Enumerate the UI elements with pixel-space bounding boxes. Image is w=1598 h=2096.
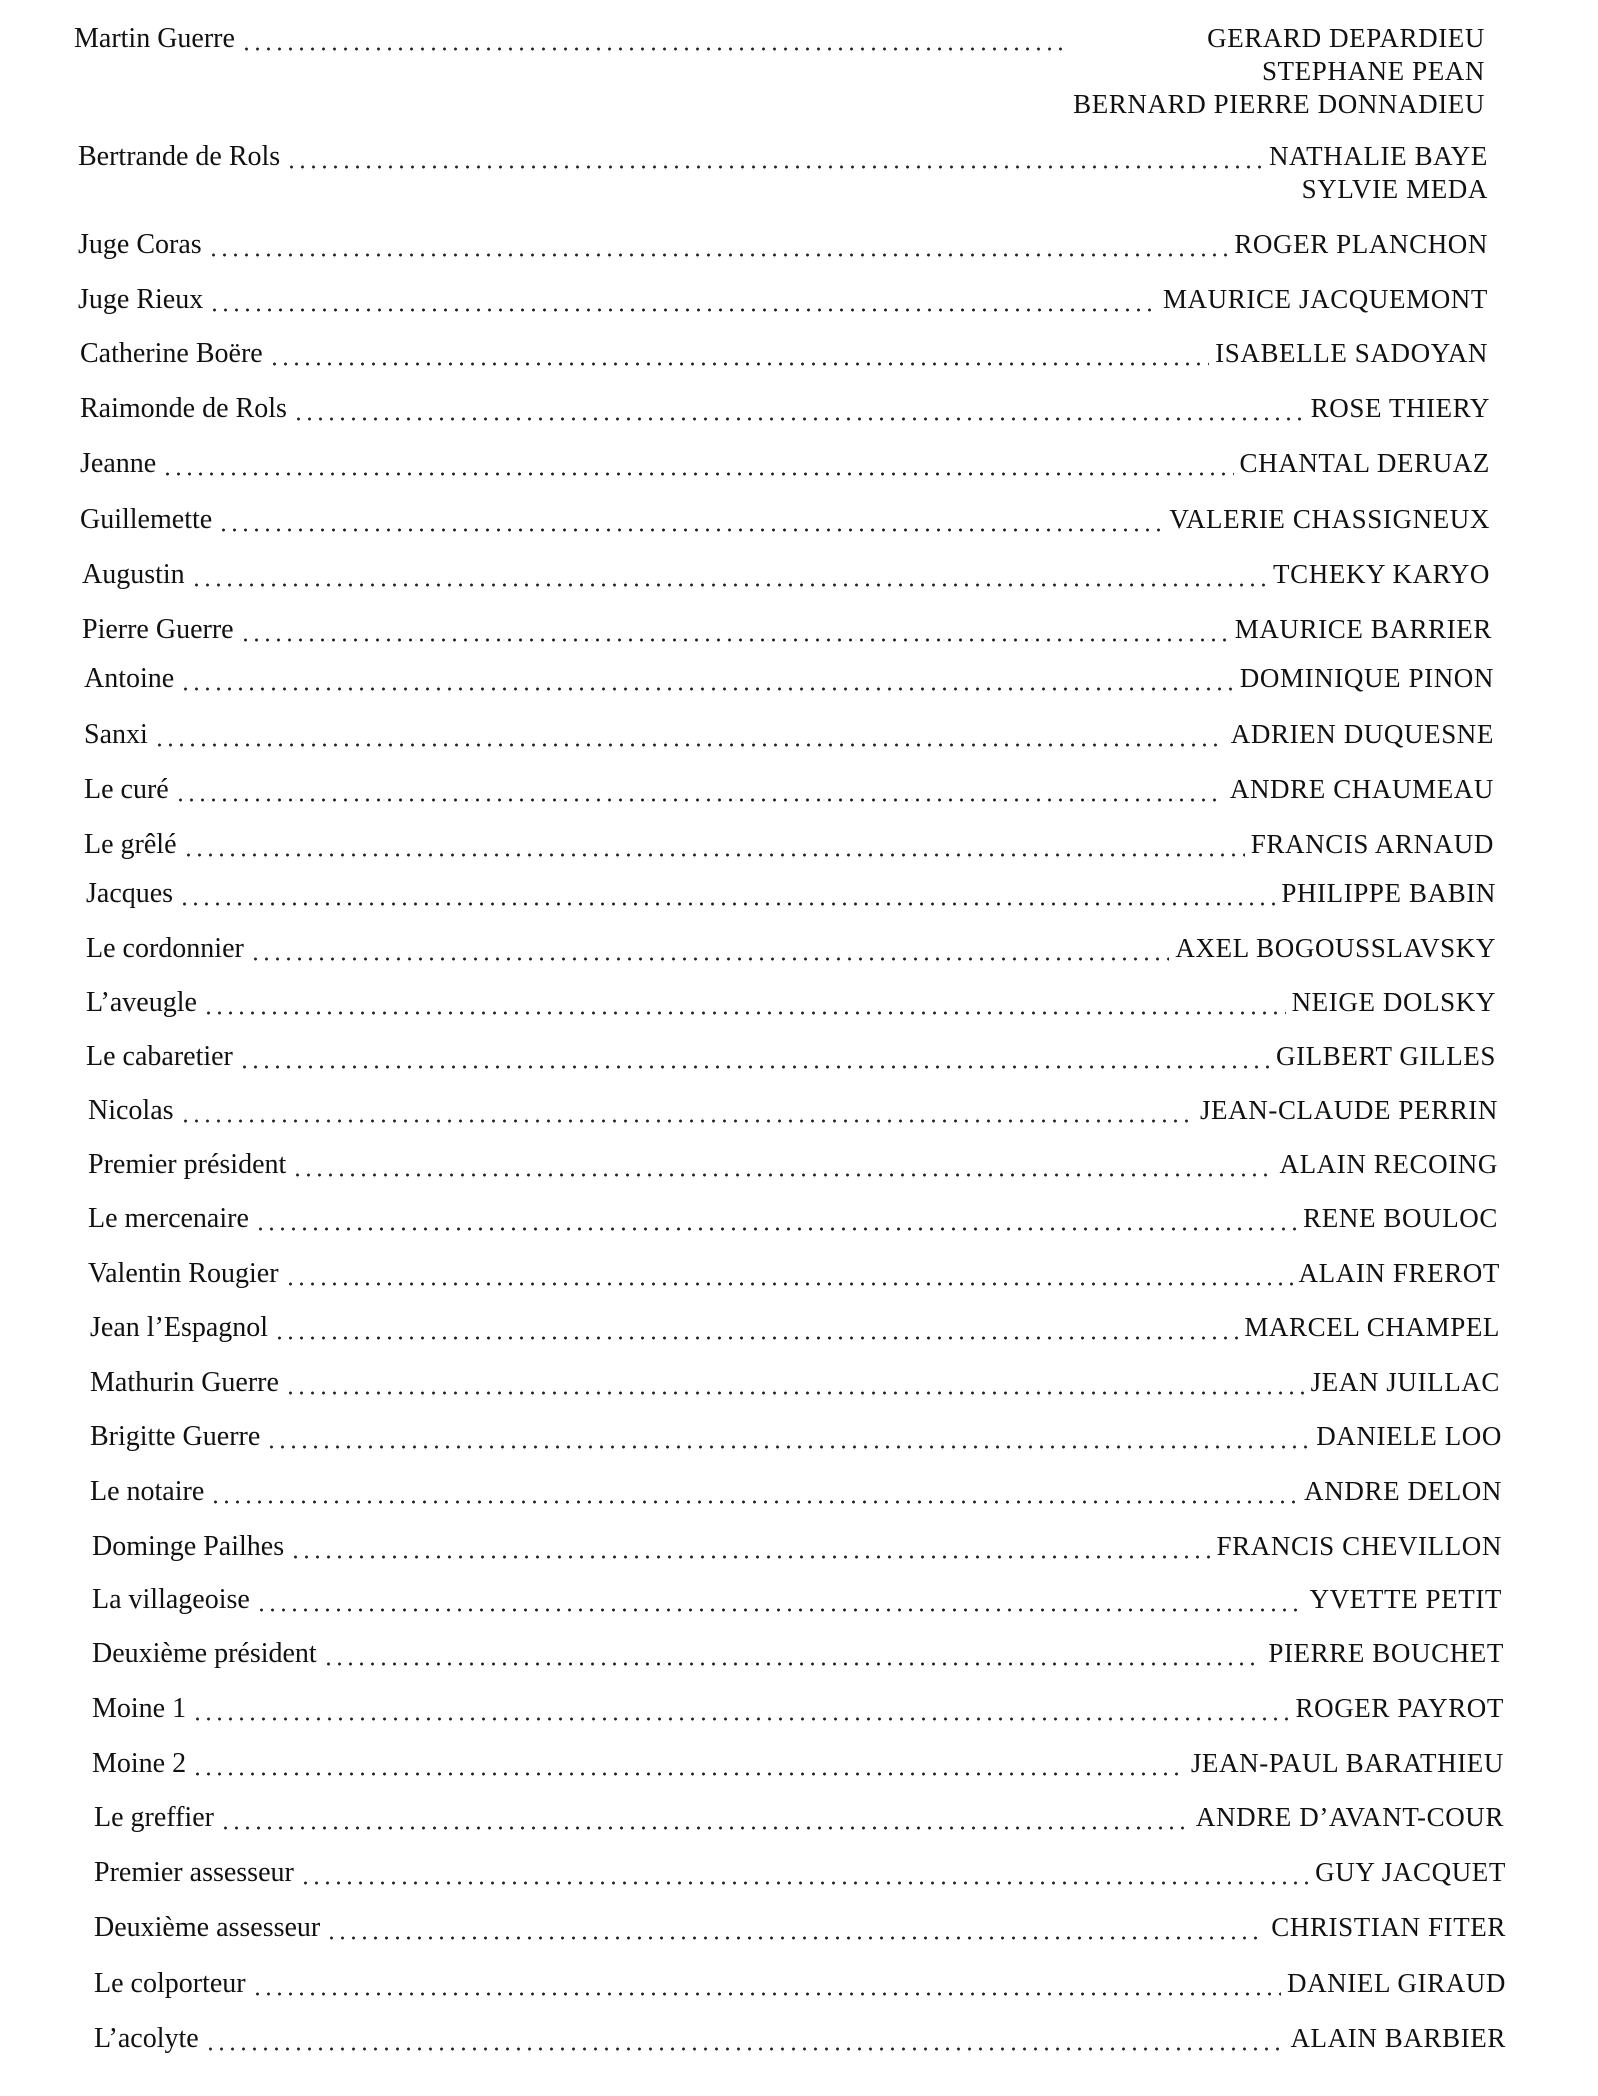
actor-list — [1196, 1801, 1504, 1834]
cast-row — [88, 1202, 1498, 1236]
actor-list — [1240, 447, 1490, 480]
actor-list — [1215, 337, 1488, 370]
actor-list — [1279, 1148, 1498, 1181]
actor-name: ADRIEN DUQUESNE — [1230, 719, 1494, 749]
dot-leader — [180, 662, 1234, 696]
actor-name: ROGER PLANCHON — [1234, 229, 1488, 259]
dot-leader — [191, 558, 1267, 592]
actor-name: GERARD DEPARDIEU — [1207, 23, 1485, 53]
actor-name: ANDRE DELON — [1304, 1476, 1502, 1506]
dot-leader — [285, 1257, 1293, 1291]
actor-name: RENE BOULOC — [1303, 1203, 1498, 1233]
actor-name: ISABELLE SADOYAN — [1215, 338, 1488, 368]
actor-list — [1290, 2022, 1506, 2055]
dot-leader — [183, 828, 1245, 862]
cast-row — [94, 1911, 1506, 1945]
role-name: Le cabaretier — [86, 1041, 233, 1072]
cast-row — [80, 392, 1490, 426]
actor-name: FRANCIS ARNAUD — [1250, 829, 1494, 859]
cast-row — [82, 613, 1492, 647]
role-name: Sanxi — [84, 719, 148, 750]
cast-row — [94, 1801, 1504, 1835]
cast-row — [86, 932, 1496, 966]
role-name: L’aveugle — [86, 987, 197, 1018]
cast-row — [90, 1366, 1500, 1400]
role-name: Antoine — [84, 663, 175, 694]
dot-leader — [240, 613, 1229, 647]
role-name: Martin Guerre — [74, 23, 235, 54]
dot-leader — [208, 228, 1229, 262]
actor-list — [1303, 1202, 1498, 1235]
dot-leader — [323, 1637, 1263, 1671]
role-name: Guillemette — [80, 504, 213, 535]
actor-list — [1311, 1366, 1500, 1399]
actor-name: CHANTAL DERUAZ — [1239, 448, 1490, 478]
cast-row — [84, 718, 1494, 752]
dot-leader — [292, 1148, 1273, 1182]
actor-list — [1316, 1420, 1502, 1453]
actor-name: DANIEL GIRAUD — [1286, 1968, 1506, 1998]
actor-name: YVETTE PETIT — [1309, 1584, 1502, 1614]
cast-row — [88, 1257, 1500, 1291]
role-name: Juge Coras — [78, 229, 202, 260]
role-name: L’acolyte — [94, 2023, 199, 2054]
actor-list — [1200, 1094, 1498, 1127]
dot-leader — [210, 1475, 1298, 1509]
actor-name: VALERIE CHASSIGNEUX — [1169, 504, 1490, 534]
cast-row — [82, 558, 1490, 592]
dot-leader — [192, 1747, 1185, 1781]
dot-leader — [250, 932, 1170, 966]
cast-row — [80, 337, 1488, 371]
actor-name: AXEL BOGOUSSLAVSKY — [1175, 933, 1496, 963]
actor-list — [1175, 932, 1496, 965]
cast-row — [94, 1856, 1506, 1890]
role-name: Nicolas — [88, 1095, 174, 1126]
dot-leader — [326, 1911, 1265, 1945]
role-name: Le notaire — [90, 1476, 205, 1507]
role-name: Premier assesseur — [94, 1857, 294, 1888]
role-name: Deuxième président — [92, 1638, 317, 1669]
actor-name: MARCEL CHAMPEL — [1244, 1312, 1500, 1342]
cast-row — [88, 1148, 1498, 1182]
cast-row — [78, 283, 1488, 317]
dot-leader — [203, 986, 1286, 1020]
actor-name: ROGER PAYROT — [1295, 1693, 1504, 1723]
actor-name: MAURICE JACQUEMONT — [1162, 284, 1488, 314]
actor-name: TCHEKY KARYO — [1273, 559, 1490, 589]
dot-leader — [269, 337, 1209, 371]
actor-name: DOMINIQUE PINON — [1239, 663, 1494, 693]
role-name: Augustin — [82, 559, 185, 590]
actor-list — [1295, 1692, 1504, 1725]
actor-list — [1244, 1311, 1500, 1344]
actor-list — [1163, 283, 1488, 316]
actor-list — [1240, 662, 1494, 695]
role-name: Brigitte Guerre — [90, 1421, 261, 1452]
cast-row — [84, 662, 1494, 696]
role-name: Valentin Rougier — [88, 1258, 279, 1289]
actor-name: ALAIN FREROT — [1298, 1258, 1500, 1288]
cast-row — [90, 1420, 1502, 1454]
role-name: Moine 1 — [92, 1693, 187, 1724]
cast-row — [86, 986, 1496, 1020]
role-name: Le mercenaire — [88, 1203, 249, 1234]
actor-list — [1230, 773, 1494, 806]
cast-row — [92, 1530, 1502, 1564]
actor-list — [1304, 1475, 1502, 1508]
dot-leader — [266, 1420, 1310, 1454]
dot-leader — [180, 1094, 1194, 1128]
dot-leader — [192, 1692, 1289, 1726]
actor-list — [1310, 1583, 1502, 1616]
dot-leader — [218, 503, 1163, 537]
role-name: Premier président — [88, 1149, 287, 1180]
actor-name: NATHALIE BAYE — [1268, 141, 1488, 171]
dot-leader — [300, 1856, 1309, 1890]
actor-name: ROSE THIERY — [1310, 393, 1490, 423]
cast-row — [86, 1040, 1496, 1074]
actor-name: ALAIN RECOING — [1279, 1149, 1498, 1179]
role-name: Le colporteur — [94, 1968, 246, 1999]
role-name: Moine 2 — [92, 1748, 187, 1779]
dot-leader — [175, 773, 1224, 807]
role-name: Jean l’Espagnol — [90, 1312, 269, 1343]
role-name: Pierre Guerre — [82, 614, 234, 645]
actor-list — [1287, 1967, 1506, 2000]
actor-list — [1281, 877, 1496, 910]
actor-list — [1191, 1747, 1504, 1780]
actor-name: ANDRE CHAUMEAU — [1229, 774, 1494, 804]
actor-list — [1315, 1856, 1506, 1889]
dot-leader — [205, 2022, 1285, 2056]
actor-name: PHILIPPE BABIN — [1281, 878, 1496, 908]
dot-leader — [290, 1530, 1210, 1564]
actor-name: JEAN-CLAUDE PERRIN — [1199, 1095, 1498, 1125]
dot-leader — [162, 447, 1233, 481]
cast-row — [80, 503, 1490, 537]
actor-list — [1269, 140, 1488, 206]
actor-list — [1217, 1530, 1502, 1563]
actor-name: PIERRE BOUCHET — [1268, 1638, 1504, 1668]
role-name: La villageoise — [92, 1584, 250, 1615]
cast-row — [74, 22, 1485, 121]
cast-row — [92, 1747, 1504, 1781]
cast-row — [84, 828, 1494, 862]
cast-row — [90, 1311, 1500, 1345]
dot-leader — [209, 283, 1157, 317]
dot-leader — [285, 1366, 1305, 1400]
actor-list — [1276, 1040, 1496, 1073]
role-name: Le cordonnier — [86, 933, 244, 964]
actor-name: ALAIN BARBIER — [1290, 2023, 1506, 2053]
actor-list — [1234, 228, 1488, 261]
cast-row — [78, 140, 1488, 206]
role-name: Jacques — [86, 878, 174, 909]
actor-list — [1271, 1911, 1506, 1944]
actor-name: GUY JACQUET — [1315, 1857, 1506, 1887]
role-name: Dominge Pailhes — [92, 1531, 285, 1562]
actor-name: BERNARD PIERRE DONNADIEU — [1073, 89, 1485, 119]
actor-name: NEIGE DOLSKY — [1291, 987, 1496, 1017]
dot-leader — [256, 1583, 1304, 1617]
actor-name: DANIELE LOO — [1316, 1421, 1502, 1451]
actor-name: MAURICE BARRIER — [1234, 614, 1492, 644]
actor-name: JEAN-PAUL BARATHIEU — [1190, 1748, 1504, 1778]
cast-row — [92, 1583, 1502, 1617]
actor-list — [1235, 613, 1492, 646]
actor-name: STEPHANE PEAN — [1261, 56, 1485, 86]
cast-row — [94, 1967, 1506, 2001]
actor-list — [1299, 1257, 1500, 1290]
actor-list — [1292, 986, 1496, 1019]
role-name: Le curé — [84, 774, 169, 805]
cast-row — [78, 228, 1488, 262]
cast-row — [92, 1692, 1504, 1726]
cast-row — [80, 447, 1490, 481]
dot-leader — [154, 718, 1225, 752]
actor-list — [1169, 503, 1490, 536]
actor-list — [1273, 558, 1490, 591]
cast-row — [86, 877, 1496, 911]
cast-row — [88, 1094, 1498, 1128]
role-name: Mathurin Guerre — [90, 1367, 279, 1398]
dot-leader — [252, 1967, 1281, 2001]
actor-name: SYLVIE MEDA — [1301, 174, 1488, 204]
actor-name: FRANCIS CHEVILLON — [1216, 1531, 1502, 1561]
role-name: Deuxième assesseur — [94, 1912, 321, 1943]
dot-leader — [239, 1040, 1270, 1074]
dot-leader — [286, 140, 1263, 174]
role-name: Le grêlé — [84, 829, 177, 860]
dot-leader — [274, 1311, 1238, 1345]
actor-list — [1311, 392, 1490, 425]
dot-leader — [293, 392, 1305, 426]
dot-leader — [255, 1202, 1297, 1236]
dot-leader — [179, 877, 1275, 911]
actor-list — [1073, 22, 1485, 121]
role-name: Raimonde de Rols — [80, 393, 287, 424]
actor-name: CHRISTIAN FITER — [1271, 1912, 1506, 1942]
role-name: Bertrande de Rols — [78, 141, 281, 172]
actor-name: ANDRE D’AVANT-COUR — [1195, 1802, 1504, 1832]
cast-row — [92, 1637, 1504, 1671]
cast-row — [94, 2022, 1506, 2056]
role-name: Catherine Boëre — [80, 338, 263, 369]
cast-row — [84, 773, 1494, 807]
dot-leader — [241, 22, 1067, 56]
role-name: Juge Rieux — [78, 284, 204, 315]
role-name: Le greffier — [94, 1802, 214, 1833]
actor-name: JEAN JUILLAC — [1310, 1367, 1500, 1397]
role-name: Jeanne — [80, 448, 157, 479]
actor-list — [1268, 1637, 1504, 1670]
dot-leader — [220, 1801, 1190, 1835]
actor-list — [1231, 718, 1494, 751]
actor-list — [1251, 828, 1494, 861]
cast-row — [90, 1475, 1502, 1509]
actor-name: GILBERT GILLES — [1275, 1041, 1496, 1071]
